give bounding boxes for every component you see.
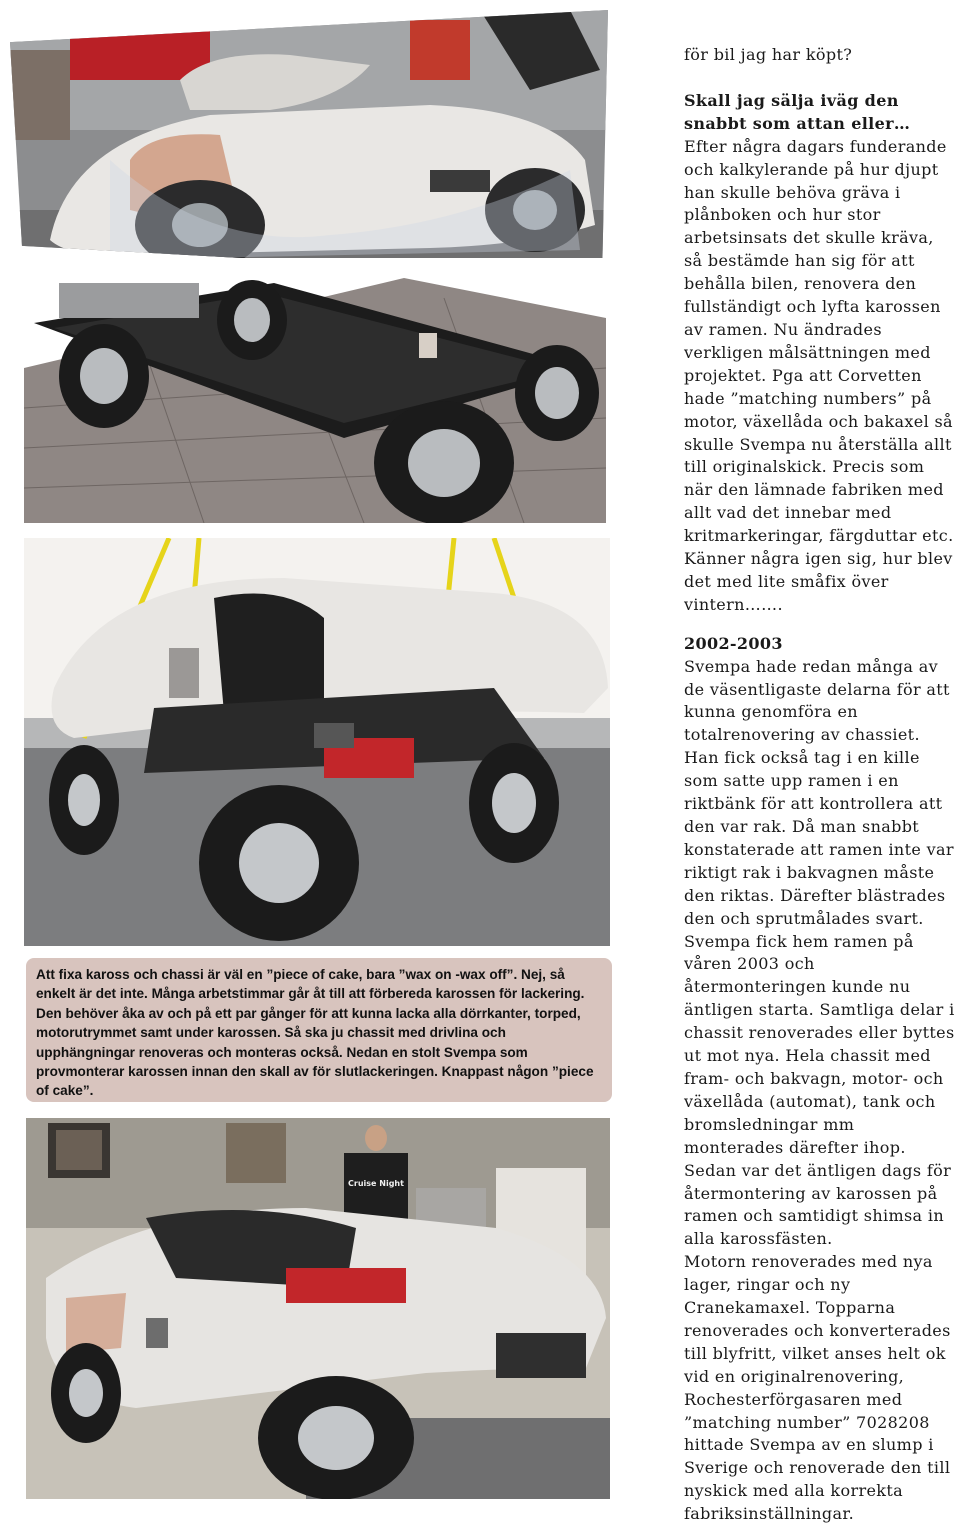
- photo-caption: [26, 958, 612, 1102]
- section-heading-sell: Skall jag sälja iväg den snabbt som attan eller…: [684, 90, 911, 133]
- photo-owner-with-corvette: [26, 1118, 610, 1499]
- photo-corvette-body-workshop: [10, 10, 608, 278]
- shirt-print: Cruise Night: [348, 1179, 404, 1188]
- article-text-column: [684, 44, 956, 1526]
- intro-line: för bil jag har köpt?: [684, 45, 853, 64]
- section-body-engine: Motorn renoverades med nya lager, ringar och ny Cranekamaxel. Topparna renoverades och konverterades till blyfritt, vilket anses helt ok vid en originalrenovering, Rochesterförgasaren med ”matching number” 7028208 hittade Svempa av en slump i Sverige och renoverade den till nyskick med alla korrekta fabriksinställningar.: [684, 1252, 951, 1524]
- section-body-chassis: Svempa hade redan många av de väsentligaste delarna för att kunna genomföra en totalrenovering av chassiet. Han fick också tag i en kille som satte upp ramen i en riktbänk för att kontrollera att den var rak. Då man snabbt konstaterade att ramen inte var riktigt rak i bakvagnen måste den riktas. Därefter blästrades den och sprutmålades svart. Svempa fick hem ramen på våren 2003 och återmonteringen kunde nu äntligen starta. Samtliga delar i chassit renoverades eller byttes ut mot nya. Hela chassit med fram- och bakvagn, motor- och växellåda (automat), tank och bromsledningar mm monterades därefter ihop. Sedan var det äntligen dags för återmontering av karossen på ramen och samtidigt shimsa in alla karossfästen.: [684, 656, 955, 1249]
- caption-text: Att fixa kaross och chassi är väl en ”piece of cake, bara ”wax on -wax off”. Nej, så enkelt är det inte. Många arbetstimmar går åt till att förbereda karossen för lackering. Den behöver åka av och på ett par gånger för att kunna lacka alla dörrkanter, torped, motorutrymmet samt under karossen. Så ska ju chassit med drivlina och upphängningar renoveras och monteras också. Nedan en stolt Svempa som provmonterar karossen innan den skall av för slutlackeringen. Knappast någon ”piece of cake”.: [36, 967, 594, 1099]
- section-body-decision: Efter några dagars funderande och kalkylerande på hur djupt han skulle behöva gräva i plånboken och hur stor arbetsinsats det skulle kräva, så bestämde han sig för att behålla bilen, renovera den fullständigt och lyfta karossen av ramen. Nu ändrades verkligen målsättningen med projektet. Pga att Corvetten hade ”matching numbers” på motor, växellåda och bakaxel så skulle Svempa nu återställa allt till originalskick. Precis som när den lämnade fabriken med allt vad det innebar med kritmarkeringar, färgduttar etc.: [684, 136, 954, 546]
- section-body-winter: Känner några igen sig, hur blev det med lite småfix över vintern…….: [684, 549, 953, 614]
- photo-frame-chassis: [24, 258, 606, 523]
- section-heading-years: 2002-2003: [684, 633, 783, 653]
- photo-body-lift-over-chassis: [24, 538, 610, 946]
